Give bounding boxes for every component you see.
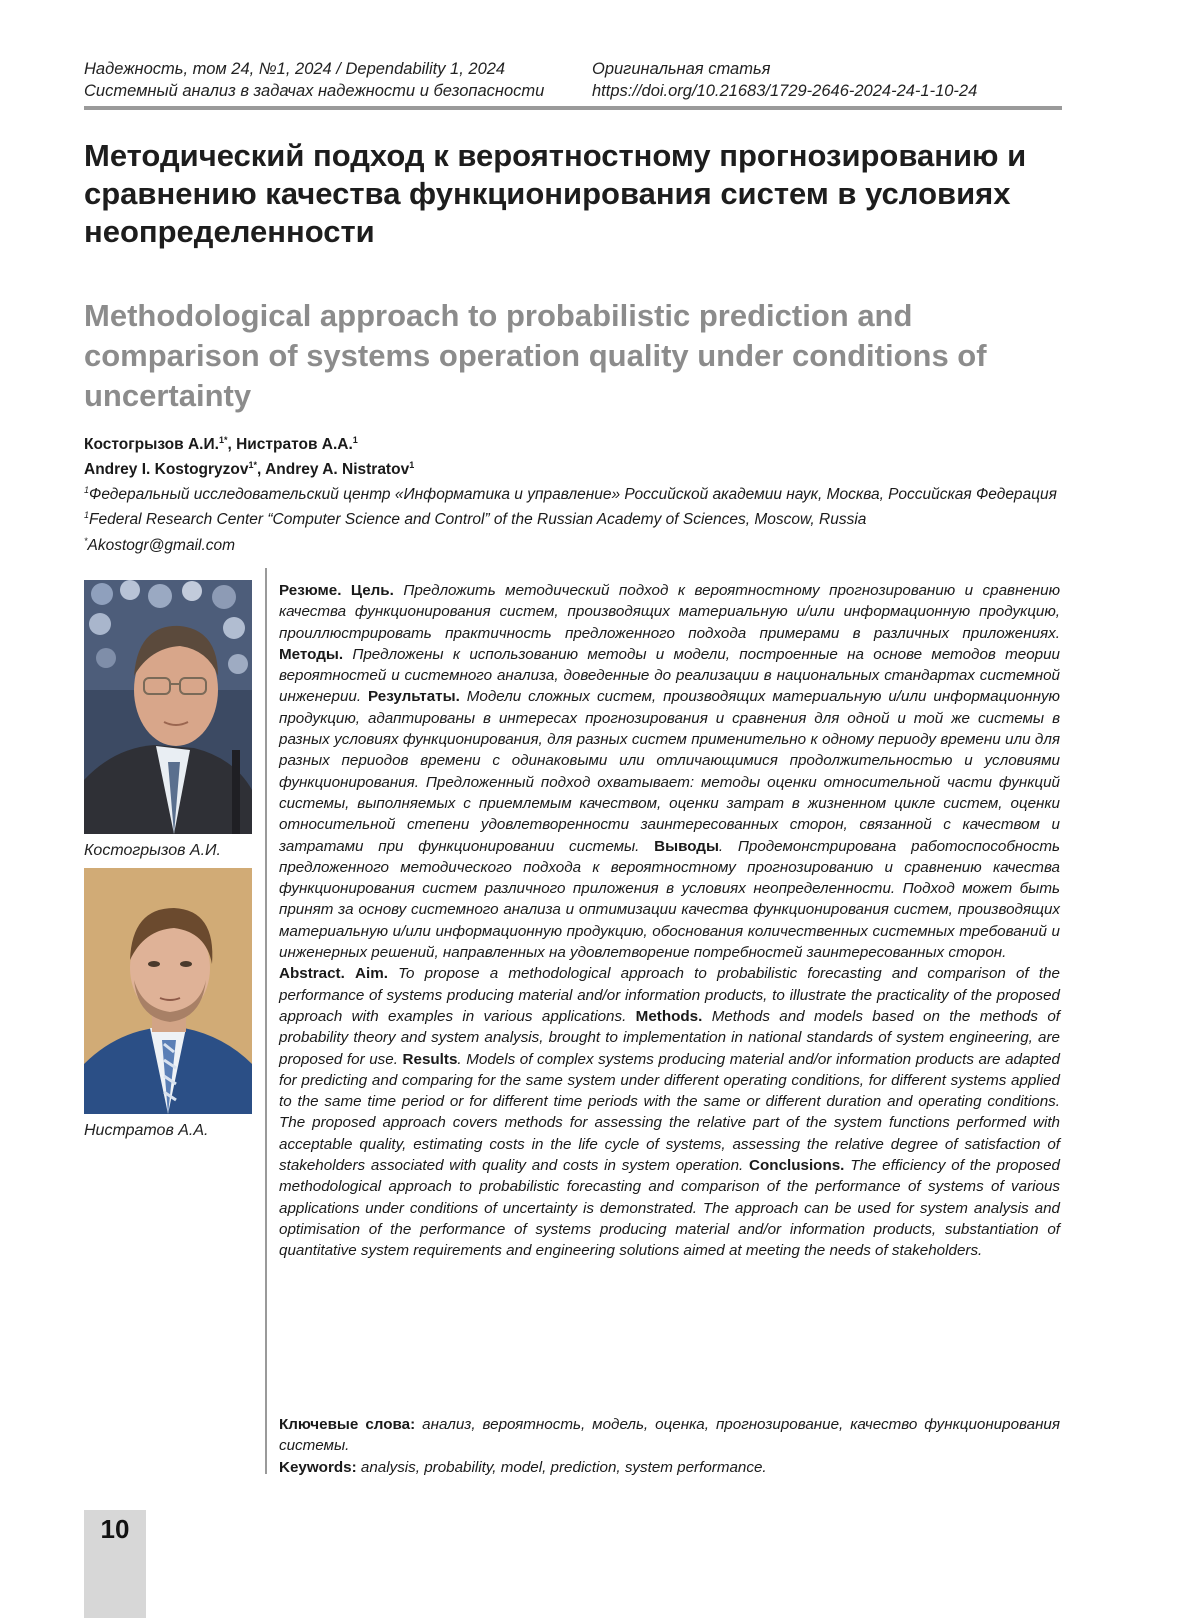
keywords-block [279,1414,1060,1478]
portrait-image [84,580,252,834]
author-photo-kostogryzov [84,580,252,834]
article-meta [592,58,977,102]
page-number: 10 [84,1514,146,1545]
affiliation-ru: 1Федеральный исследовательский центр «Информатика и управление» Российской академии наук, Москва, Российская Федерация [84,480,1064,505]
authors-block [84,430,1064,556]
photo-caption-2: Нистратов А.А. [84,1122,208,1140]
journal-section: Системный анализ в задачах надежности и безопасности [84,80,544,102]
authors-en: Andrey I. Kostogryzov1*, Andrey A. Nistratov1 [84,455,1064,480]
abstract-divider [265,568,267,1474]
keywords-english: Keywords: analysis, probability, model, prediction, system performance. [279,1457,1060,1478]
photo-caption-1: Костогрызов А.И. [84,842,221,860]
title-russian: Методический подход к вероятностному прогнозированию и сравнению качества функционирования систем в условиях неопределенности [84,137,1064,251]
author-email[interactable]: *Akostogr@gmail.com [84,531,1064,556]
header-divider [84,106,1062,110]
abstract-english: Abstract. Aim. To propose a methodological approach to probabilistic forecasting and comparison of the performance of systems producing material and/or information products, to illustrate the practicality of the proposed approach with examples in various applications. Methods. Methods and models based on the methods of probability theory and system analysis, brought to implementation in national standards of system engineering, are proposed for use. Results. Models of complex systems producing material and/or information products are adapted for predicting and comparing for the same system under different operating conditions, for different systems applied to the same time period or for different time periods with the same or different duration and operating conditions. The proposed approach covers methods for assessing the relative part of the system functions performed with acceptable quality, estimating costs in the life cycle of systems, assessing the relative degree of satisfaction of stakeholders associated with quality and costs in system operation. Conclusions. The efficiency of the proposed methodological approach to probabilistic forecasting and comparison of the performance of systems of various applications under conditions of uncertainty is demonstrated. The approach can be used for system analysis and optimisation of the performance of systems producing material and/or information products, substantiation of quantitative system requirements and engineering solutions aimed at meeting the needs of stakeholders. [279,963,1060,1261]
portrait-image [84,868,252,1114]
title-english: Methodological approach to probabilistic prediction and comparison of systems operation quality under conditions of uncertainty [84,296,1074,416]
author-photo-nistratov [84,868,252,1114]
authors-ru: Костогрызов А.И.1*, Нистратов А.А.1 [84,430,1064,455]
abstract-block [279,580,1060,1262]
article-type: Оригинальная статья [592,58,977,80]
journal-citation: Надежность, том 24, №1, 2024 / Dependability 1, 2024 [84,58,544,80]
journal-header [84,58,544,102]
abstract-russian: Резюме. Цель. Предложить методический подход к вероятностному прогнозированию и сравнению качества функционирования систем, производящих материальную и/или информационную продукцию, проиллюстрировать практичность предложенного подхода примерами в различных приложениях. Методы. Предложены к использованию методы и модели, построенные на основе методов теории вероятностей и системного анализа, доведенные до реализации в национальных стандартах системной инженерии. Результаты. Модели сложных систем, производящих материальную и/или информационную продукцию, адаптированы в интересах прогнозирования и сравнения для одной и той же системы в разных условиях функционирования, для разных систем применительно к одному периоду времени или для разных периодов времени с одинаковыми или отличающимися продолжительностью и условиями функционирования. Предложенный подход охватывает: методы оценки относительной части функций системы, выполняемых с приемлемым качеством, оценки затрат в жизненном цикле систем, оценки относительной степени удовлетворенности заинтересованных сторон, связанной с качеством и затратами при функционировании системы. Выводы. Продемонстрирована работоспособность предложенного методического подхода к вероятностному прогнозированию и сравнению качества функционирования систем различного приложения в условиях неопределенности. Подход может быть принят за основу системного анализа и оптимизации качества функционирования систем, производящих материальную и/или информационную продукцию, обоснования количественных системных требований и инженерных решений, направленных на удовлетворение потребностей заинтересованных сторон. [279,580,1060,963]
keywords-russian: Ключевые слова: анализ, вероятность, модель, оценка, прогнозирование, качество функционирования системы. [279,1414,1060,1457]
doi-link[interactable]: https://doi.org/10.21683/1729-2646-2024-24-1-10-24 [592,80,977,102]
affiliation-en: 1Federal Research Center “Computer Science and Control” of the Russian Academy of Sciences, Moscow, Russia [84,505,1064,530]
